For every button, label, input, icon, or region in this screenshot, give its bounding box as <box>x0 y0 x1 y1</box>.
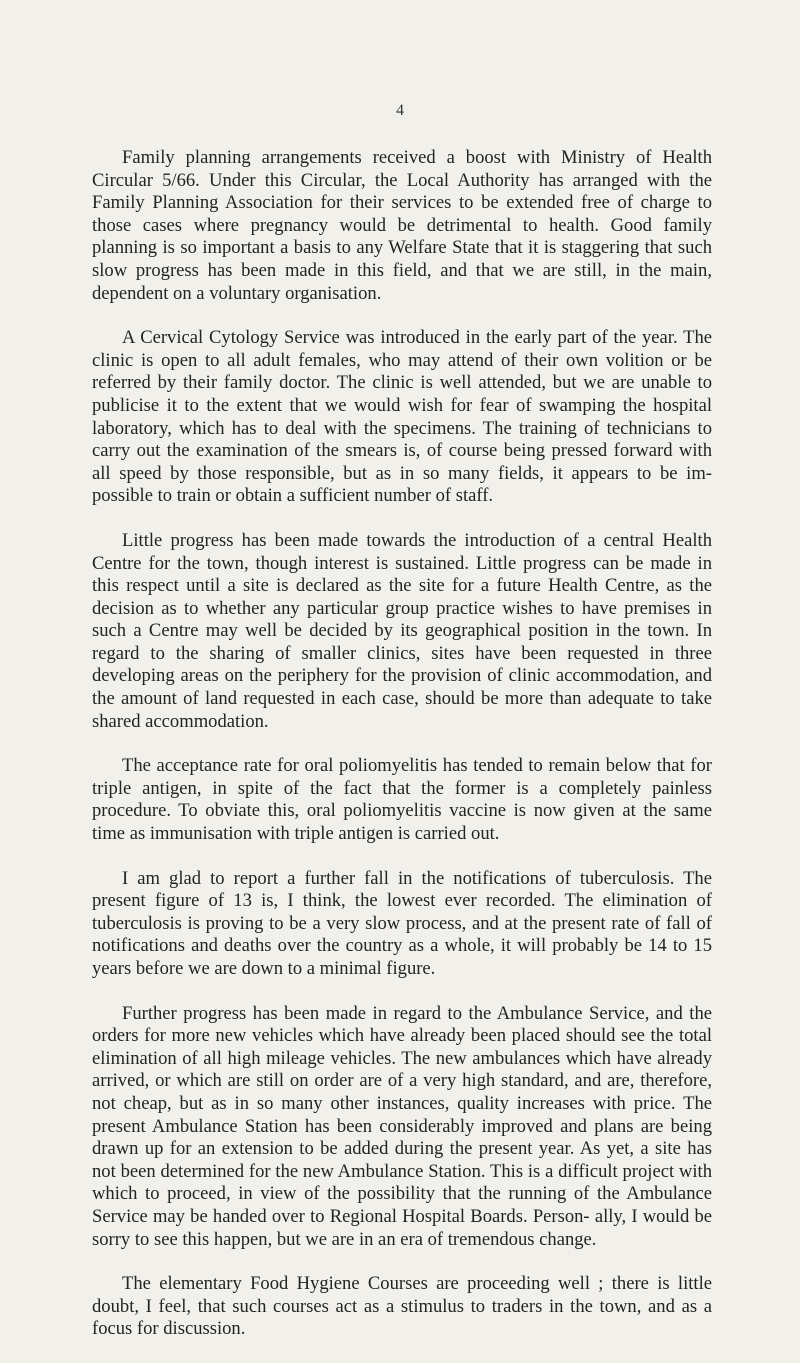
paragraph-health-centre: Little progress has been made towards the introduction of a central Health Centre for the town, though interest is sustained. Little progress can be made in this respect until a site is declared as the site for a future Health Centre, as the decision as to whether any particular group practice wishes to have premises in such a Centre may well be decided by its geographical position in the town. In regard to the sharing of smaller clinics, sites have been requested in three developing areas on the periphery for the provision of clinic accommodation, and the amount of land requested in each case, should be more than adequate to take shared accommodation. <box>92 529 712 732</box>
paragraph-cervical-cytology: A Cervical Cytology Service was introduced in the early part of the year. The clinic is open to all adult females, who may attend of their own volition or be referred by their family doctor. The clinic is well attended, but we are unable to publicise it to the extent that we would wish for fear of swamping the hospital laboratory, which has to deal with the specimens. The training of technicians to carry out the examination of the smears is, of course being pressed forward with all speed by those responsible, but as in so many fields, it appears to be im- possible to train or obtain a sufficient number of staff. <box>92 327 712 507</box>
document-body <box>92 147 712 1363</box>
paragraph-tuberculosis: I am glad to report a further fall in the notifications of tuberculosis. The present figure of 13 is, I think, the lowest ever recorded. The elimination of tuberculosis is proving to be a very slow process, and at the present rate of fall of notifications and deaths over the country as a whole, it will probably be 14 to 15 years before we are down to a minimal figure. <box>92 867 712 979</box>
paragraph-poliomyelitis: The acceptance rate for oral poliomyelitis has tended to remain below that for triple antigen, in spite of the fact that the former is a completely painless procedure. To obviate this, oral poliomyelitis vaccine is now given at the same time as immunisation with triple antigen is carried out. <box>92 755 712 845</box>
paragraph-food-hygiene: The elementary Food Hygiene Courses are proceeding well ; there is little doubt, I feel, that such courses act as a stimulus to traders in the town, and as a focus for discussion. <box>92 1273 712 1340</box>
paragraph-family-planning: Family planning arrangements received a boost with Ministry of Health Circular 5/66. Under this Circular, the Local Authority has arranged with the Family Planning Association for their services to be extended free of charge to those cases where pregnancy would be detrimental to health. Good family planning is so important a basis to any Welfare State that it is staggering that such slow progress has been made in this field, and that we are still, in the main, dependent on a voluntary organisation. <box>92 147 712 304</box>
page-number: 4 <box>396 102 404 119</box>
paragraph-ambulance-service: Further progress has been made in regard to the Ambulance Service, and the orders for more new vehicles which have already been placed should see the total elimination of all high mileage vehicles. The new ambulances which have already arrived, or which are still on order are of a very high standard, and are, therefore, not cheap, but as in so many other instances, quality increases with price. The present Ambulance Station has been considerably improved and plans are being drawn up for an extension to be added during the present year. As yet, a site has not been determined for the new Ambulance Station. This is a difficult project with which to proceed, in view of the possibility that the running of the Ambulance Service may be handed over to Regional Hospital Boards. Person- ally, I would be sorry to see this happen, but we are in an era of tremendous change. <box>92 1002 712 1250</box>
